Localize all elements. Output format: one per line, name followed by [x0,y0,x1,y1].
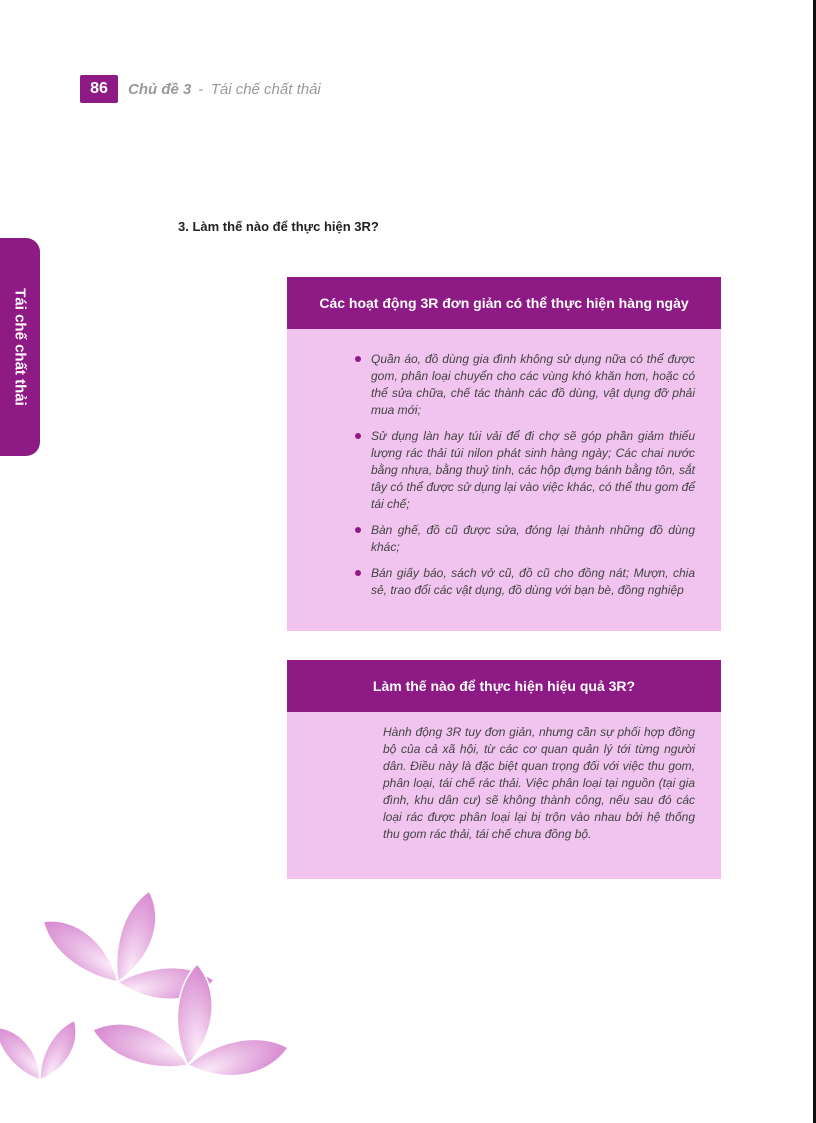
effectiveness-box-title: Làm thế nào để thực hiện hiệu quả 3R? [287,660,721,712]
list-item-text: Bàn ghế, đồ cũ được sửa, đóng lại thành những đồ dùng khác; [371,523,695,554]
activities-box-title: Các hoạt động 3R đơn giản có thể thực hiện hàng ngày [287,277,721,329]
chapter-separator: - [198,80,204,98]
chapter-heading [128,81,321,98]
list-item-text: Bán giấy báo, sách vở cũ, đồ cũ cho đồng nát; Mượn, chia sẻ, trao đổi các vật dụng, đồ dùng với bạn bè, đồng nghiệp [371,566,695,597]
activities-box [287,277,721,631]
side-tab-label: Tái chế chất thải [11,288,29,406]
list-item [371,351,695,419]
bullet-icon [355,356,361,362]
effectiveness-paragraph: Hành động 3R tuy đơn giản, nhưng cần sự phối hợp đồng bộ của cả xã hội, từ các cơ quan quản lý tới từng người dân. Điều này là đặc biệt quan trọng đối với việc thu gom, phân loại, tái chế rác thải. Việc phân loại tại nguồn (tại gia đình, khu dân cư) sẽ không thành công, nếu sau đó các loại rác được phân loại lại bị trộn vào nhau bởi hệ thống thu gom rác thải, tái chế chưa đồng bộ. [383,725,695,841]
activities-list [287,329,721,599]
list-item [371,428,695,513]
bullet-icon [355,570,361,576]
side-tab [0,238,40,456]
list-item [371,565,695,599]
page-header [80,75,321,103]
section-title: 3. Làm thế nào để thực hiện 3R? [178,219,379,234]
chapter-label: Chủ đề 3 [128,80,192,98]
bullet-icon [355,433,361,439]
flower-decoration-icon [0,880,300,1123]
list-item [371,522,695,556]
bullet-icon [355,527,361,533]
list-item-text: Quần áo, đồ dùng gia đình không sử dụng nữa có thể được gom, phân loại chuyển cho các vùng khó khăn hơn, hoặc có thể sửa chữa, chế tác thành các đồ dùng, vật dụng đỡ phải mua mới; [371,352,695,417]
chapter-title: Tái chế chất thải [210,80,321,98]
page-number: 86 [80,75,118,103]
list-item-text: Sử dụng làn hay túi vải để đi chợ sẽ góp phần giảm thiểu lượng rác thải túi nilon phát sinh hàng ngày; Các chai nước bằng nhựa, bằng thuỷ tinh, các hộp đựng bánh bằng tôn, sắt tây có thể được sử dụng lại vào việc khác, có thể thu gom để tái chế; [371,429,695,511]
effectiveness-box [287,660,721,879]
